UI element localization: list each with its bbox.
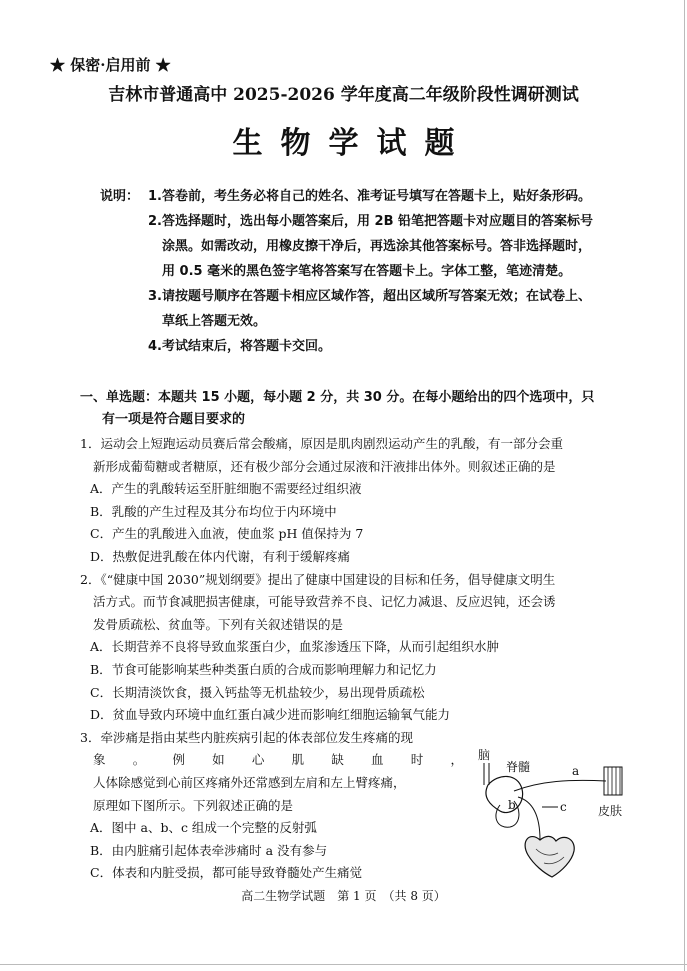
q3-spread-line: 象 。 例 如 心 肌 缺 血 时 ， bbox=[93, 752, 463, 768]
brain-label: 脑 bbox=[478, 748, 491, 762]
spinal-label: 脊髓 bbox=[506, 760, 531, 774]
exam-title: 吉林市普通高中 2025-2026 学年度高二年级阶段性调研测试 bbox=[108, 85, 579, 105]
instructions-label: 说明： bbox=[100, 189, 140, 204]
skin-block bbox=[604, 767, 622, 795]
nerve-a bbox=[514, 780, 606, 791]
question-2: 2．《“健康中国 2030”规划纲要》提出了健康中国建设的目标和任务，倡导健康文明生 活方式。而节食减肥损害健康，可能导致营养不良、记忆力减退、反应迟钝，还会诱 发骨质疏松、贫血等。下列有关叙述错误的是 A．长期营养不良将导致血浆蛋白少，血浆渗透压下降，从而引起组织水肿 B．节食可能影响某些种类蛋白质的合成而影响理解力和记忆力 C．长期清淡饮食，摄入钙盐等无机盐较少，易出现骨质疏松 D．贫血导致内环境中血红蛋白减少进而影响红细胞运输氧气能力 bbox=[80, 569, 640, 727]
note-3: 3. 请按题号顺序在答题卡相应区域作答，超出区域所写答案无效；在试卷上、 bbox=[148, 289, 592, 304]
q1-option-c[interactable]: C．产生的乳酸进入血液，使血浆 pH 值保持为 7 bbox=[90, 526, 364, 542]
label-a: a bbox=[572, 764, 580, 778]
q2-option-d[interactable]: D．贫血导致内环境中血红蛋白减少进而影响红细胞运输氧气能力 bbox=[90, 707, 451, 723]
section-heading: 一、单选题：本题共 15 小题，每小题 2 分，共 30 分。在每小题给出的四个选项中，只 有一项是符合题目要求的 bbox=[80, 390, 595, 427]
q3-option-a[interactable]: A．图中 a、b、c 组成一个完整的反射弧 bbox=[90, 820, 317, 836]
note-2-line-2: 涂黑。如需改动，用橡皮擦干净后，再选涂其他答案标号。答非选择题时， bbox=[162, 239, 592, 254]
q2-option-c[interactable]: C．长期清淡饮食，摄入钙盐等无机盐较少，易出现骨质疏松 bbox=[90, 684, 425, 700]
q3-option-b[interactable]: B．由内脏痛引起体表牵涉痛时 a 没有参与 bbox=[90, 842, 328, 858]
page-edge-bottom bbox=[0, 964, 687, 965]
confidential-mark: ★ 保密·启用前 ★ bbox=[50, 56, 171, 74]
note-2-line-3: 用 0.5 毫米的黑色签字笔将答案写在答题卡上。字体工整，笔迹清楚。 bbox=[162, 264, 572, 279]
label-c: c bbox=[560, 800, 567, 814]
heart-icon bbox=[525, 836, 574, 877]
diagram-svg bbox=[470, 745, 640, 880]
label-b: b bbox=[508, 798, 516, 812]
nerve-c bbox=[518, 797, 540, 840]
q2-option-a[interactable]: A．长期营养不良将导致血浆蛋白少，血浆渗透压下降，从而引起组织水肿 bbox=[90, 639, 500, 655]
question-1: 1．运动会上短跑运动员赛后常会酸痛，原因是肌肉剧烈运动产生的乳酸，有一部分会重 新形成葡萄糖或者糖原，还有极少部分会通过尿液和汗液排出体外。则叙述正确的是 A．产生的乳酸转运至肝脏细胞不需要经过组织液 B．乳酸的产生过程及其分布均位于内环境中 C．产生的乳酸进入血液，使血浆 pH 值保持为 7 D．热敷促进乳酸在体内代谢，有利于缓解疼痛 bbox=[80, 433, 640, 569]
note-2: 2. 答选择题时，选出每小题答案后，用 2B 铅笔把答题卡对应题目的答案标号 bbox=[148, 214, 594, 229]
note-3-line-2: 草纸上答题无效。 bbox=[162, 314, 267, 329]
q1-option-a[interactable]: A．产生的乳酸转运至肝脏细胞不需要经过组织液 bbox=[90, 481, 362, 497]
q1-option-d[interactable]: D．热敷促进乳酸在体内代谢，有利于缓解疼痛 bbox=[90, 548, 351, 564]
page-footer: 高二生物学试题 第 1 页 （共 8 页） bbox=[241, 889, 446, 903]
referred-pain-diagram bbox=[470, 745, 640, 880]
q3-option-c[interactable]: C．体表和内脏受损，都可能导致脊髓处产生痛觉 bbox=[90, 865, 363, 881]
skin-label: 皮肤 bbox=[598, 804, 623, 818]
note-4: 4. 考试结束后，将答题卡交回。 bbox=[148, 339, 332, 354]
subject-title: 生物学试题 bbox=[232, 126, 473, 161]
q1-option-b[interactable]: B．乳酸的产生过程及其分布均位于内环境中 bbox=[90, 503, 337, 519]
question-3: 3．牵涉痛是指由某些内脏疾病引起的体表部位发生疼痛的现 象 。 例 如 心 肌 缺 血 时 ， 人体除感觉到心前区疼痛外还常感到左肩和左上臂疼痛， 原理如下图所示。下列叙述正确的是 A．图中 a、b、c 组成一个完整的反射弧 B．由内脏痛引起体表牵涉痛时 a 没有参与 C．体表和内脏受损，都可能导致脊髓处产生痛觉 bbox=[80, 727, 465, 885]
note-1: 说明： 1. 答卷前，考生务必将自己的姓名、准考证号填写在答题卡上，贴好条形码。 bbox=[100, 184, 640, 209]
q2-option-b[interactable]: B．节食可能影响某些种类蛋白质的合成而影响理解力和记忆力 bbox=[90, 661, 437, 677]
instructions bbox=[100, 184, 640, 359]
